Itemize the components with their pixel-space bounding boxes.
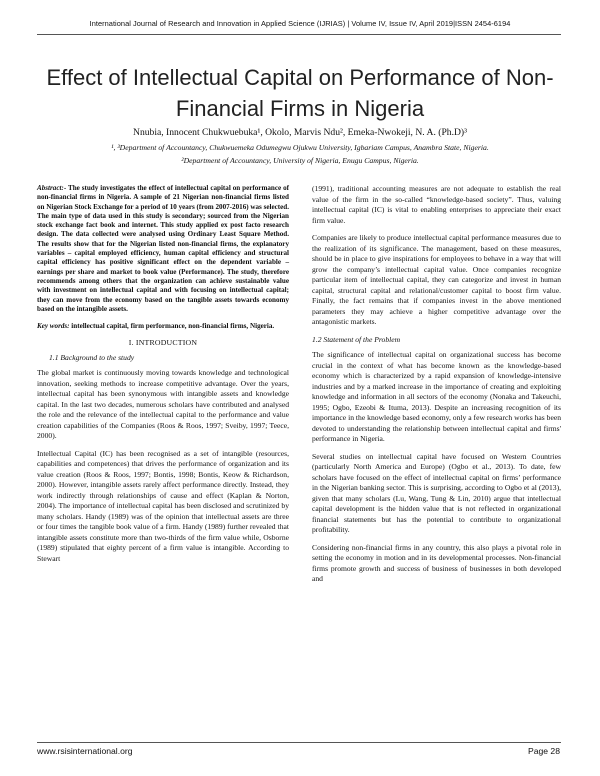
abstract-label: Abstract:	[37, 184, 64, 192]
affiliation-1: ¹, ³Department of Accountancy, Chukwuemeka Odumegwu Ojukwu University, Igbariam Campus, Anambra State, Nigeria.	[111, 143, 489, 152]
right-column	[312, 184, 561, 592]
keywords-label: Key words:	[37, 322, 70, 331]
footer-url: www.rsisinternational.org	[37, 746, 133, 756]
section-heading-introduction: I. INTRODUCTION	[128, 338, 198, 348]
footer-rule	[37, 742, 561, 743]
paragraph: (1991), traditional accounting measures are not adequate to establish the real value of the firm in the so-called “knowledge-based society”. Thus, valuing intellectual capital (IC) is vital to enabling enterprises to appreciate their exact firm value.	[312, 184, 561, 225]
paragraph: The significance of intellectual capital on organizational success has become crucial in the context of what has become known as the knowledge-based economy which is characterized by a rapid expansion of knowledge-intensive industries and by a marked increase in the importance of creating and exploiting knowledge and information in all sectors of the economy (Nonaka and Takeuchi, 1995; Ogbo, Ezeobi & Ituma, 2013). Despite an increasing recognition of its importance in the knowledge based economy, only a few research works has been devoted to understanding the relationship between intellectual capital and firms' performance in Nigeria.	[312, 350, 561, 443]
journal-header: International Journal of Research and Innovation in Applied Science (IJRIAS) | Volume IV, Issue IV, April 2019|ISSN 2454-6194	[89, 19, 511, 28]
subsection-heading-problem: 1.2 Statement of the Problem	[312, 334, 401, 344]
abstract-text: - The study investigates the effect of intellectual capital on performance of non-financial firms in Nigeria. A sample of 21 Nigerian non-financial firms listed on Nigerian Stock Exchange for a period of 10 years (from 2007-2016) was selected. The main type of data used in this study is secondary; sourced from the Nigerian stock exchange fact book and internet. This study applied ex post facto research design. The data collected were analysed using Ordinary Least Square Method. The results show that for the Nigerian listed non-financial firms, the explanatory variables – capital employed efficiency, human capital efficiency and structural capital efficiency has positive significant effect on the dependent variable – earnings per share and market to book value (Performance). The study, therefore recommends among others that the organization can achieve sustainable value with investment on intellectual capital and with focusing on intellectual capital; they can move from the economy based on the tangible assets towards economy based on the intangible assets.	[37, 184, 289, 313]
keywords-text: intellectual capital, firm performance, non-financial firms, Nigeria.	[69, 322, 275, 331]
subsection-heading-background: 1.1 Background to the study	[49, 352, 135, 362]
paragraph: Considering non-financial firms in any country, this also plays a pivotal role in setting the economy in motion and in its developmental processes. Non-financial firms promote growth and success of business of businesses in both developed and	[312, 542, 561, 583]
paragraph: Several studies on intellectual capital have focused on Western Countries (particularly North America and Europe) (Ogbo et al., 2013). To date, few scholars have focused on the effect of intellectual capital on firms’ performance in the Nigerian banking sector. This is surprising, according to Ogbo et al (2013), given that many scholars (Lu, Wang, Tung & Lin, 2010) argue that intellectual capital development is the hidden value that is not reflected in organizational financial statements but has the potential to contribute to organizational profitability.	[312, 451, 561, 534]
left-column	[37, 184, 289, 571]
paragraph: Intellectual Capital (IC) has been recognised as a set of intangible (resources, capabilities and competences) that drives the performance of organization and its value creation (Roos & Roos, 1997; Bontis, 1998; Bontis, Keow & Richardson, 2000). However, intangible assets rarely affect performance directly. Instead, they work indirectly through relationships of cause and effect (Kaplan & Norton, 2004). The importance of intellectual capital has been disclosed and scrutinized by many scholars. Handy (1989) was of the opinion that intellectual assets are three or four times the tangible book value of a firm. Handy (1989) further revealed that intangible assets constitute more than two-thirds of the firm value while, Osborne (1989) stipulated that eighty percent of a firm value is intangible. According to Stewart	[37, 448, 289, 563]
page-number: Page 28	[527, 746, 560, 756]
paragraph: Companies are likely to produce intellectual capital performance measures due to the realization of its significance. The management, based on these measures, should be in place to give inspirations for employees to behave in a way that will grow the company’s intellectual capital value. Once companies recognize particular item of intellectual capital, they can categorize and invest in human capital, structural capital and relational/customer capital to boost firm value. Finally, the fact remains that if companies invest in the above mentioned parameters they may achieve a higher competitive advantage over the antagonistic markets.	[312, 233, 561, 326]
paper-title: Effect of Intellectual Capital on Performance of Non-Financial Firms in Nigeria	[46, 65, 554, 121]
author-list: Nnubia, Innocent Chukwuebuka¹, Okolo, Marvis Ndu², Emeka-Nwokeji, N. A. (Ph.D)³	[133, 127, 467, 138]
affiliation-2: ²Department of Accountancy, University of Nigeria, Enugu Campus, Nigeria.	[181, 156, 419, 165]
keywords	[37, 322, 289, 331]
abstract	[37, 184, 289, 314]
paragraph: The global market is continuously moving towards knowledge and technological innovation, seeking methods to increase competitive advantage. Over the years, intellectual capital has been synonymous with intangible assets and knowledge capital. In the last two decades, numerous scholars have contributed and analysed the role and the relevance of the intellectual capital to the performance and value creation capabilities of the Companies (Roos & Roos, 1997; Sveiby, 1997; Teece, 2000).	[37, 368, 289, 441]
header-rule	[37, 34, 561, 35]
